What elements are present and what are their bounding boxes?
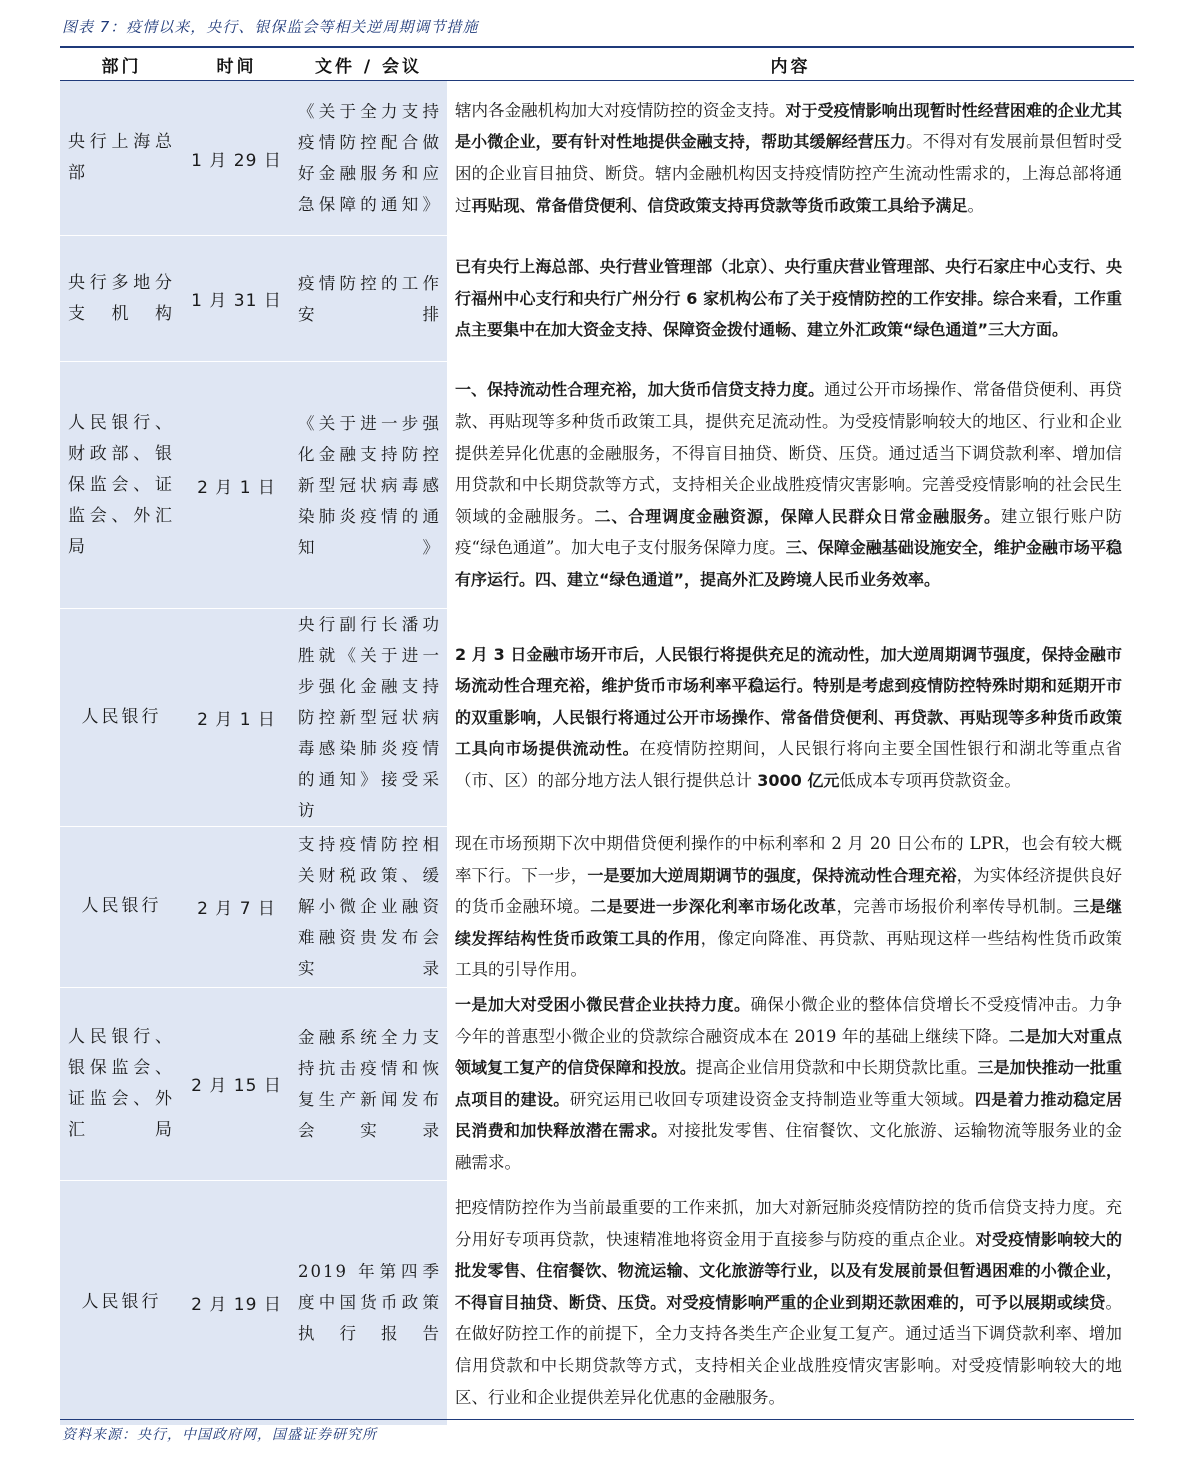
header-time: 时间 bbox=[183, 48, 290, 81]
dept-cell bbox=[60, 362, 183, 609]
content-bold-text: 再贴现、常备借贷便利、信贷政策支持再贷款等货币政策工具给予满足 bbox=[471, 195, 968, 215]
doc-cell bbox=[290, 236, 447, 362]
content-bold-text: 三是加快推动一批重点项目的建设。 bbox=[455, 1058, 1122, 1109]
dept-text: 人民银行、银保监会、证监会、外汇局 bbox=[68, 1026, 175, 1140]
doc-text: 《关于全力支持疫情防控配合做好金融服务和应急保障的通知》 bbox=[298, 102, 441, 214]
doc-cell bbox=[290, 609, 447, 827]
time-text: 1 月 31 日 bbox=[191, 291, 282, 311]
content-text bbox=[447, 638, 1134, 798]
dept-cell bbox=[60, 609, 183, 827]
dept-text: 人民银行 bbox=[81, 707, 162, 727]
content-cell bbox=[447, 81, 1134, 236]
content-text-segment: 对接批发零售、住宿餐饮、文化旅游、运输物流等服务业的金融需求。 bbox=[455, 1121, 1122, 1172]
content-bold-text: 对于受疫情影响出现暂时性经营困难的企业尤其是小微企业，要有针对性地提供金融支持，帮助其缓解经营压力 bbox=[455, 100, 1122, 152]
doc-cell bbox=[290, 1180, 447, 1425]
content-bold-text: 四是着力推动稳定居民消费和加快释放潜在需求。 bbox=[455, 1089, 1122, 1141]
content-text-segment: 在疫情防控期间，人民银行将向主要全国性银行和湖北等重点省（市、区）的部分地方法人银行提供总计 bbox=[455, 739, 1122, 790]
content-bold-text: 二是要进一步深化利率市场化改革 bbox=[590, 897, 837, 917]
doc-text: 央行副行长潘功胜就《关于进一步强化金融支持防控新型冠状病毒感染肺炎疫情的通知》接受采访 bbox=[298, 615, 441, 820]
time-cell bbox=[183, 609, 290, 827]
table-row bbox=[60, 236, 1134, 362]
content-bold-text: 二、合理调度金融资源，保障人民群众日常金融服务。 bbox=[594, 506, 1001, 526]
content-text-segment: 确保小微企业的整体信贷增长不受疫情冲击。力争今年的普惠型小微企业的贷款综合融资成本在 2019 年的基础上继续下降。 bbox=[455, 994, 1122, 1046]
content-bold-text: 已有央行上海总部、央行营业管理部（北京）、央行重庆营业管理部、央行石家庄中心支行、央行福州中心支行和央行广州分行 6 家机构公布了关于疫情防控的工作安排。综合来看，工作重点主要集中在加大资金支持、保障资金拨付通畅、建立外汇政策“绿色通道”三大方面。 bbox=[455, 257, 1122, 340]
content-text-segment: 把疫情防控作为当前最重要的工作来抓，加大对新冠肺炎疫情防控的货币信贷支持力度。充分用好专项再贷款，快速精准地将资金用于直接参与防疫的重点企业。 bbox=[455, 1197, 1122, 1249]
content-text-segment: 。不得对有发展前景但暂时受困的企业盲目抽贷、断贷。辖内金融机构因支持疫情防控产生流动性需求的，上海总部将通过 bbox=[455, 132, 1122, 215]
table-caption: 图表 7：疫情以来，央行、银保监会等相关逆周期调节措施 bbox=[62, 18, 479, 36]
dept-cell bbox=[60, 827, 183, 988]
table-row bbox=[60, 81, 1134, 236]
content-text-segment: 研究运用已收回专项建设资金支持制造业等重大领域。 bbox=[569, 1089, 975, 1109]
header-dept: 部门 bbox=[60, 48, 183, 81]
table-row bbox=[60, 1180, 1134, 1425]
measures-table bbox=[60, 48, 1134, 1426]
content-text-segment: ，完善市场报价利率传导机制。 bbox=[836, 897, 1074, 917]
doc-text: 疫情防控的工作安排 bbox=[298, 273, 441, 324]
doc-text: 《关于进一步强化金融支持防控新型冠状病毒感染肺炎疫情的通知》 bbox=[298, 413, 441, 557]
content-text-segment: 通过公开市场操作、常备借贷便利、再贷款、再贴现等多种货币政策工具，提供充足流动性。为受疫情影响较大的地区、行业和企业提供差异化优惠的金融服务，不得盲目抽贷、断贷、压贷。通过适当下调贷款利率、增加信用贷款和中长期贷款等方式，支持相关企业战胜疫情灾害影响。完善受疫情影响的社会民生领域的金融服务。 bbox=[455, 380, 1122, 526]
time-text: 2 月 1 日 bbox=[197, 477, 276, 498]
content-text bbox=[447, 94, 1134, 222]
content-bold-text: 对受疫情影响较大的批发零售、住宿餐饮、物流运输、文化旅游等行业，以及有发展前景但暂遇困难的小微企业，不得盲目抽贷、断贷、压贷。对受疫情影响严重的企业到期还款困难的，可予以展期或续贷 bbox=[455, 1229, 1122, 1312]
content-cell bbox=[447, 827, 1134, 988]
dept-text: 央行多地分支机构 bbox=[68, 272, 175, 324]
header-doc: 文件 / 会议 bbox=[290, 48, 447, 81]
content-text bbox=[447, 373, 1134, 596]
content-text-segment: 建立银行账户防疫“绿色通道”。加大电子支付服务保障力度。 bbox=[455, 506, 1123, 558]
time-text: 2 月 1 日 bbox=[197, 710, 276, 730]
content-bold-text: 一是要加大逆周期调节的强度，保持流动性合理充裕 bbox=[587, 865, 957, 885]
dept-cell bbox=[60, 236, 183, 362]
time-cell bbox=[183, 987, 290, 1180]
content-bold-text: 2 月 3 日金融市场开市后，人民银行将提供充足的流动性，加大逆周期调节强度，保持金融市场流动性合理充裕，维护货币市场利率平稳运行。特别是考虑到疫情防控特殊时期和延期开市的双重影响，人民银行将通过公开市场操作、常备借贷便利、再贷款、再贴现等多种货币政策工具向市场提供流动性。 bbox=[455, 644, 1122, 759]
content-bold-text: 二是加大对重点领域复工复产的信贷保障和投放。 bbox=[455, 1026, 1122, 1078]
content-bold-text: 三、保障金融基础设施安全，维护金融市场平稳有序运行。四、建立“绿色通道”，提高外汇及跨境人民币业务效率。 bbox=[455, 538, 1122, 589]
content-text bbox=[447, 250, 1134, 347]
content-cell bbox=[447, 236, 1134, 362]
table-row bbox=[60, 362, 1134, 609]
content-text-segment: 辖内各金融机构加大对疫情防控的资金支持。 bbox=[455, 100, 786, 120]
content-cell bbox=[447, 362, 1134, 609]
dept-text: 人民银行 bbox=[81, 896, 162, 917]
dept-cell bbox=[60, 1180, 183, 1425]
content-text-segment: 低成本专项再贷款资金。 bbox=[839, 770, 1021, 790]
source-note: 资料来源：央行，中国政府网，国盛证券研究所 bbox=[62, 1427, 377, 1443]
content-text bbox=[447, 1191, 1134, 1414]
dept-cell bbox=[60, 81, 183, 236]
table-row bbox=[60, 827, 1134, 988]
content-bold-text: 三是继续发挥结构性货币政策工具的作用 bbox=[455, 897, 1122, 948]
dept-text: 央行上海总部 bbox=[68, 132, 175, 183]
dept-cell bbox=[60, 987, 183, 1180]
content-text bbox=[447, 988, 1134, 1180]
time-cell bbox=[183, 827, 290, 988]
content-text-segment: 。 bbox=[967, 195, 985, 215]
table-row bbox=[60, 609, 1134, 827]
time-text: 2 月 19 日 bbox=[191, 1295, 282, 1316]
doc-text: 2019 年第四季度中国货币政策执行报告 bbox=[298, 1262, 441, 1344]
dept-text: 人民银行、财政部、银保监会、证监会、外汇局 bbox=[68, 412, 175, 557]
content-cell bbox=[447, 987, 1134, 1180]
content-bold-text: 3000 亿元 bbox=[757, 770, 840, 790]
time-text: 2 月 7 日 bbox=[197, 899, 276, 920]
content-bold-text: 一、保持流动性合理充裕，加大货币信贷支持力度。 bbox=[455, 380, 825, 400]
table-header-row bbox=[60, 48, 1134, 81]
content-text-segment: 提高企业信用贷款和中长期贷款比重。 bbox=[695, 1058, 978, 1078]
content-text bbox=[447, 827, 1134, 987]
content-bold-text: 一是加大对受困小微民营企业扶持力度。 bbox=[455, 994, 751, 1014]
doc-text: 金融系统全力支持抗击疫情和恢复生产新闻发布会实录 bbox=[298, 1027, 441, 1140]
time-text: 1 月 29 日 bbox=[191, 150, 282, 171]
doc-cell bbox=[290, 362, 447, 609]
time-cell bbox=[183, 1180, 290, 1425]
content-text-segment: 现在市场预期下次中期借贷便利操作的中标利率和 2 月 20 日公布的 LPR，也会有较大概率下行。下一步， bbox=[455, 834, 1122, 885]
content-cell bbox=[447, 609, 1134, 827]
time-cell bbox=[183, 236, 290, 362]
doc-cell bbox=[290, 987, 447, 1180]
time-text: 2 月 15 日 bbox=[191, 1076, 282, 1097]
table-bottom-rule bbox=[60, 1419, 1134, 1420]
time-cell bbox=[183, 81, 290, 236]
doc-cell bbox=[290, 81, 447, 236]
dept-text: 人民银行 bbox=[81, 1292, 162, 1313]
content-text-segment: ，为实体经济提供良好的货币金融环境。 bbox=[455, 865, 1123, 917]
table-row bbox=[60, 987, 1134, 1180]
content-text-segment: 。在做好防控工作的前提下，全力支持各类生产企业复工复产。通过适当下调贷款利率、增加信用贷款和中长期贷款等方式，支持相关企业战胜疫情灾害影响。对受疫情影响较大的地区、行业和企业提供差异化优惠的金融服务。 bbox=[455, 1292, 1122, 1407]
doc-text: 支持疫情防控相关财税政策、缓解小微企业融资难融资贵发布会实录 bbox=[298, 835, 441, 979]
doc-cell bbox=[290, 827, 447, 988]
content-text-segment: ，像定向降准、再贷款、再贴现这样一些结构性货币政策工具的引导作用。 bbox=[455, 928, 1122, 980]
time-cell bbox=[183, 362, 290, 609]
header-content: 内容 bbox=[447, 48, 1134, 81]
content-cell bbox=[447, 1180, 1134, 1425]
